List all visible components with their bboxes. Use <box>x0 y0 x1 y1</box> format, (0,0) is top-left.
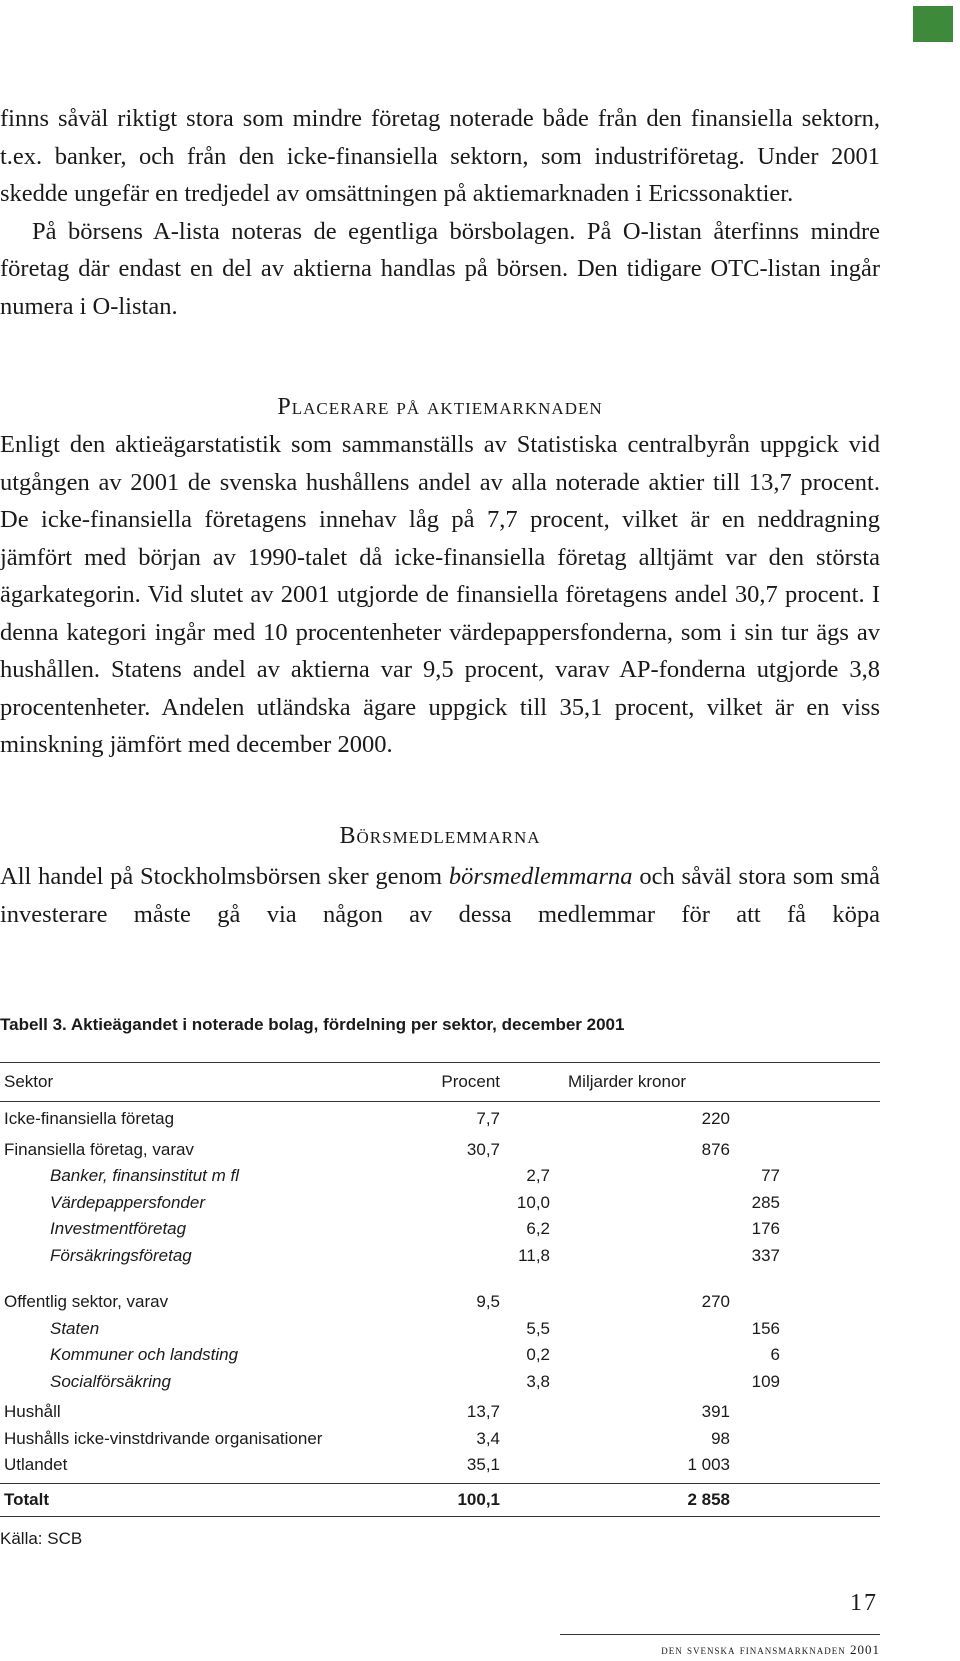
row-label: Offentlig sektor, varav <box>4 1292 169 1311</box>
row-billions: 337 <box>751 1245 780 1265</box>
row-label: Utlandet <box>4 1455 68 1474</box>
table-body <box>0 1106 880 1517</box>
row-percent: 3,8 <box>526 1371 550 1391</box>
row-percent: 2,7 <box>526 1166 550 1185</box>
table-source: Källa: SCB <box>0 1528 83 1548</box>
row-billions: 6 <box>770 1345 780 1364</box>
row-percent: 5,5 <box>526 1318 550 1338</box>
table-row <box>0 1137 880 1164</box>
row-percent: 3,4 <box>476 1428 500 1448</box>
row-label: Värdepappersfonder <box>50 1192 206 1212</box>
row-percent: 13,7 <box>466 1402 500 1421</box>
row-label: Finansiella företag, varav <box>4 1139 194 1159</box>
row-billions: 220 <box>701 1109 730 1128</box>
row-label: Icke-finansiella företag <box>4 1109 175 1128</box>
table-row <box>0 1399 880 1426</box>
table-row <box>0 1452 880 1479</box>
ownership-table <box>0 1015 880 1549</box>
paragraph-4-end: och såväl stora som små investerare måste gå via någon av dessa medlemmar för att få köpa <box>0 863 880 928</box>
total-billions: 2 858 <box>687 1489 730 1509</box>
row-percent: 11,8 <box>518 1245 550 1265</box>
row-label: Socialförsäkring <box>50 1371 171 1391</box>
row-billions: 876 <box>701 1139 730 1159</box>
running-footer-title: den svenska finansmarknaden 2001 <box>661 1642 880 1657</box>
row-percent: 7,7 <box>476 1109 500 1128</box>
intro-text <box>0 100 880 325</box>
table-total-row <box>0 1483 880 1517</box>
row-percent: 10,0 <box>516 1192 550 1212</box>
borsmedlemmarna-text <box>0 858 880 933</box>
total-percent: 100,1 <box>457 1489 500 1509</box>
placerare-text <box>0 426 880 764</box>
table-header-row <box>0 1062 880 1102</box>
row-percent: 35,1 <box>466 1455 500 1474</box>
table-subrow <box>0 1243 880 1270</box>
page-number: 17 <box>850 1590 878 1616</box>
row-label: Banker, finansinstitut m fl <box>50 1166 239 1185</box>
row-percent: 0,2 <box>526 1345 550 1364</box>
footer-rule <box>560 1634 880 1635</box>
row-billions: 176 <box>751 1219 780 1238</box>
paragraph-4-start: All handel på Stockholmsbörsen sker genom <box>0 863 449 890</box>
row-billions: 285 <box>751 1192 780 1212</box>
row-label: Investmentföretag <box>50 1219 187 1238</box>
row-billions: 109 <box>751 1371 780 1391</box>
paragraph-4-emphasis: börsmedlemmarna <box>448 863 633 890</box>
row-label: Staten <box>50 1318 100 1338</box>
row-billions: 156 <box>751 1318 780 1338</box>
paragraph-3: Enligt den aktieägarstatistik som sammanställs av Statistiska centralbyrån uppgick vid utgången av 2001 de svenska hushållens andel av alla noterade aktier till 13,7 procent. De icke-finansiella företagens innehav låg på 7,7 procent, vilket är en neddragning jämfört med början av 1990-talet då icke-finansiella företag alltjämt var den största ägarkategorin. Vid slutet av 2001 utgjorde de finansiella företagens andel 30,7 procent. I denna kategori ingår med 10 procentenheter värdepappersfonderna, som i sin tur ägs av hushållen. Statens andel av aktierna var 9,5 procent, varav AP-fonderna utgjorde 3,8 procentenheter. Andelen utländska ägare uppgick till 35,1 procent, vilket är en viss minskning jämfört med december 2000. <box>0 431 880 758</box>
paragraph-4 <box>0 858 880 933</box>
table-subrow <box>0 1342 880 1369</box>
row-billions: 77 <box>761 1166 780 1185</box>
section-heading-placerare: Placerare på aktiemarknaden <box>277 394 603 420</box>
row-label: Hushålls icke-vinstdrivande organisationer <box>4 1428 323 1448</box>
paragraph-1: finns såväl riktigt stora som mindre företag noterade både från den finansiella sektorn, t.ex. banker, och från den icke-finansiella sektorn, som industriföretag. Under 2001 skedde ungefär en tredjedel av omsättningen på aktiemarknaden i Ericssonaktier. <box>0 105 880 207</box>
header-sector: Sektor <box>4 1072 54 1091</box>
table-subrow <box>0 1190 880 1217</box>
table-subrow <box>0 1163 880 1190</box>
header-percent: Procent <box>441 1072 500 1091</box>
corner-color-mark <box>913 6 953 42</box>
table-row <box>0 1106 880 1133</box>
row-label: Försäkringsföretag <box>50 1245 192 1265</box>
table-subrow <box>0 1369 880 1396</box>
row-percent: 30,7 <box>466 1139 500 1159</box>
table-row <box>0 1426 880 1453</box>
total-label: Totalt <box>4 1489 50 1509</box>
row-billions: 391 <box>701 1402 730 1421</box>
paragraph-2: På börsens A-lista noteras de egentliga börsbolagen. På O-listan återfinns mindre företag där endast en del av aktierna handlas på börsen. Den tidigare OTC-listan ingår numera i O-listan. <box>0 217 880 320</box>
row-label: Kommuner och landsting <box>50 1345 239 1364</box>
row-billions: 270 <box>701 1292 730 1311</box>
row-percent: 6,2 <box>526 1219 550 1238</box>
row-label: Hushåll <box>4 1402 61 1421</box>
table-subrow <box>0 1316 880 1343</box>
table-subrow <box>0 1216 880 1243</box>
row-billions: 1 003 <box>687 1455 730 1474</box>
row-percent: 9,5 <box>476 1292 500 1311</box>
table-row <box>0 1289 880 1316</box>
row-billions: 98 <box>711 1428 730 1448</box>
section-heading-borsmedlemmarna: Börsmedlemmarna <box>339 823 541 849</box>
table-caption: Tabell 3. Aktieägandet i noterade bolag, fördelning per sektor, december 2001 <box>0 1015 625 1034</box>
header-billions: Miljarder kronor <box>568 1072 687 1091</box>
